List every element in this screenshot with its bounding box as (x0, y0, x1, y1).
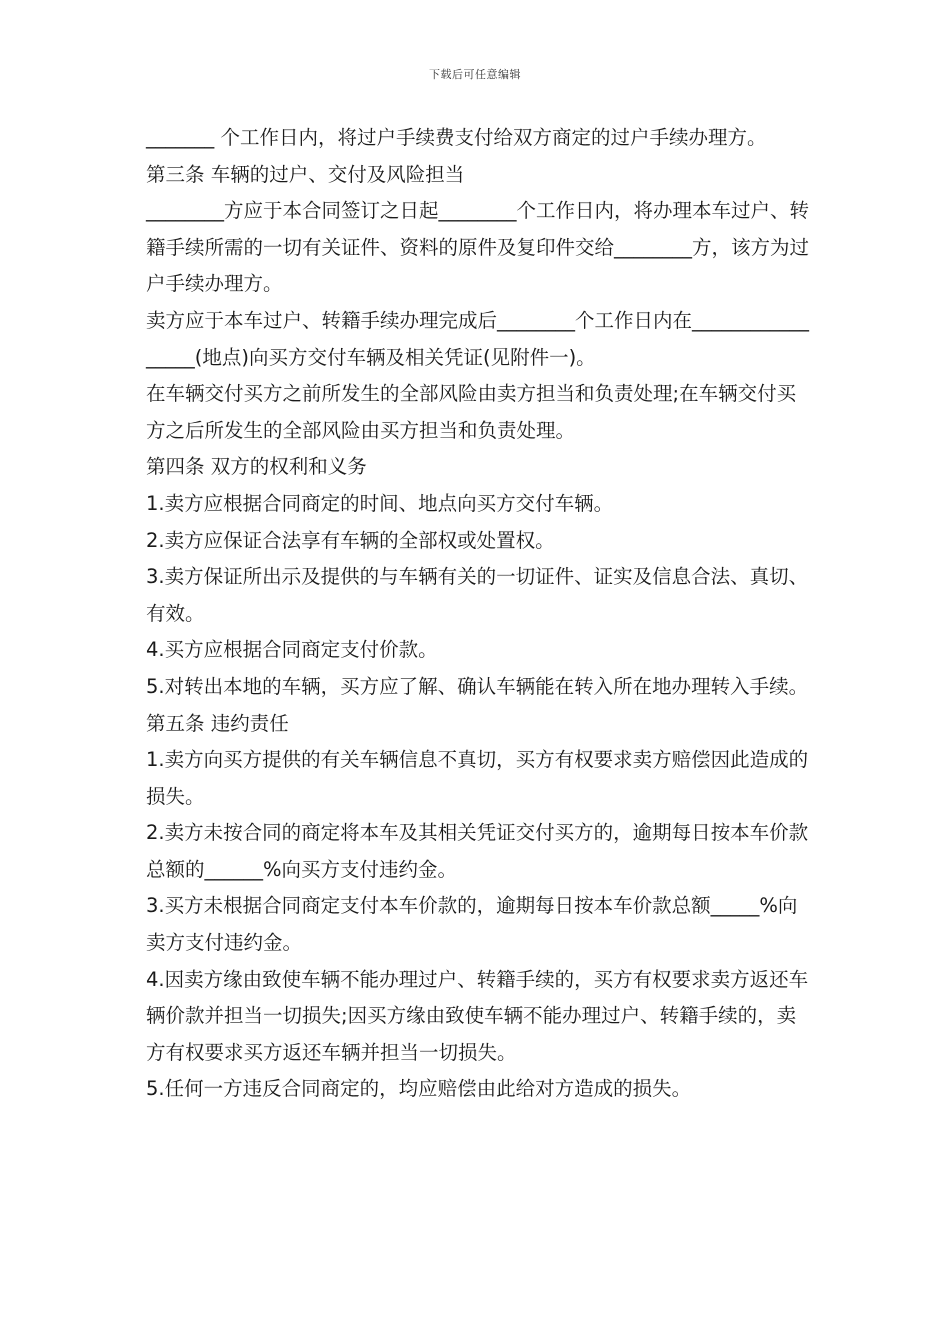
paragraph-transfer-documents: ________方应于本合同签订之日起________个工作日内，将办理本车过户、转籍手续所需的一切有关证件、资料的原件及复印件交给________方，该方为过户手续办理方。 (146, 199, 810, 296)
article-3-heading: 第三条 车辆的过户、交付及风险担当 (146, 162, 465, 186)
article-4-item-1: 1.卖方应根据合同商定的时间、地点向买方交付车辆。 (146, 491, 614, 515)
article-4-item-5: 5.对转出本地的车辆，买方应了解、确认车辆能在转入所在地办理转入手续。 (146, 674, 809, 698)
article-5-item-3: 3.买方未根据合同商定支付本车价款的，逾期每日按本车价款总额_____%向卖方支付违约金。 (146, 894, 798, 955)
article-5-heading: 第五条 违约责任 (146, 711, 289, 735)
article-4-item-4: 4.买方应根据合同商定支付价款。 (146, 638, 438, 662)
document-body (146, 120, 810, 1108)
article-5-item-5: 5.任何一方违反合同商定的，均应赔偿由此给对方造成的损失。 (146, 1077, 692, 1101)
article-5-item-4: 4.因卖方缘由致使车辆不能办理过户、转籍手续的，买方有权要求卖方返还车辆价款并担当一切损失;因买方缘由致使车辆不能办理过户、转籍手续的，卖方有权要求买方返还车辆并担当一切损失。 (146, 967, 809, 1064)
paragraph-risk: 在车辆交付买方之前所发生的全部风险由卖方担当和负责处理;在车辆交付买方之后所发生的全部风险由买方担当和负责处理。 (146, 382, 797, 442)
paragraph-vehicle-delivery: 卖方应于本车过户、转籍手续办理完成后________个工作日内在_________________(地点)向买方交付车辆及相关凭证(见附件一)。 (146, 308, 810, 369)
article-5-item-2: 2.卖方未按合同的商定将本车及其相关凭证交付买方的，逾期每日按本车价款总额的______%向买方支付违约金。 (146, 821, 809, 881)
page-header: 下载后可任意编辑 (429, 68, 521, 81)
article-5-item-1: 1.卖方向买方提供的有关车辆信息不真切，买方有权要求卖方赔偿因此造成的损失。 (146, 748, 809, 808)
article-4-item-2: 2.卖方应保证合法享有车辆的全部权或处置权。 (146, 528, 555, 552)
paragraph-fee-payment: _______ 个工作日内，将过户手续费支付给双方商定的过户手续办理方。 (146, 126, 767, 149)
article-4-heading: 第四条 双方的权利和义务 (146, 455, 367, 479)
article-4-item-3: 3.卖方保证所出示及提供的与车辆有关的一切证件、证实及信息合法、真切、有效。 (146, 565, 809, 625)
